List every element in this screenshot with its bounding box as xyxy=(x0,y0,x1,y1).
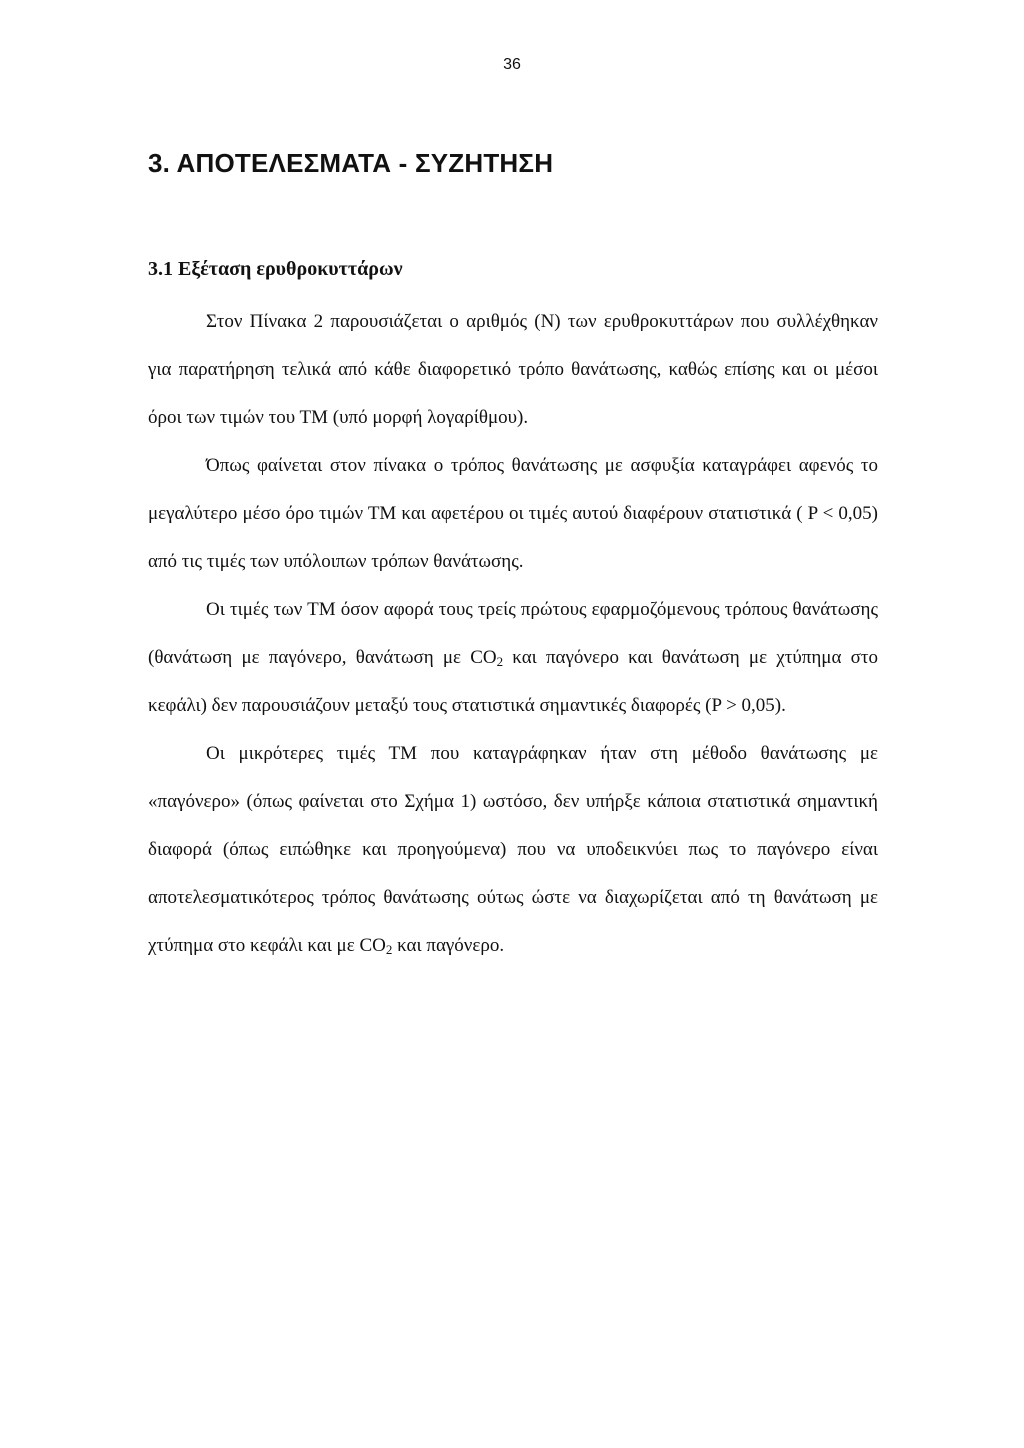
subscript-2: 2 xyxy=(496,654,504,669)
chapter-title: 3. ΑΠΟΤΕΛΕΣΜΑΤΑ - ΣΥΖΗΤΗΣΗ xyxy=(148,148,554,178)
paragraph-1: Στον Πίνακα 2 παρουσιάζεται ο αριθμός (N) των ερυθροκυττάρων που συλλέχθηκαν για παρατήρηση τελικά από κάθε διαφορετικό τρόπο θανάτωσης, καθώς επίσης και οι μέσοι όροι των τιμών του ΤΜ (υπό μορφή λογαρίθμου). xyxy=(148,311,878,428)
subscript-2: 2 xyxy=(385,942,393,957)
paragraph-3 xyxy=(148,586,878,730)
paragraph-3-text-a: Οι τιμές των ΤΜ όσον αφορά τους τρείς πρώτους εφαρμοζόμενους τρόπους θανάτωσης (θανάτωση με παγόνερο, θανάτωση με CO xyxy=(148,599,878,668)
paragraph-4-text-a: Οι μικρότερες τιμές ΤΜ που καταγράφηκαν ήταν στη μέθοδο θανάτωσης με «παγόνερο» (όπως φαίνεται στο Σχήμα 1) ωστόσο, δεν υπήρξε κάποια στατιστικά σημαντική διαφορά (όπως ειπώθηκε και προηγούμενα) που να υποδεικνύει πως το παγόνερο είναι αποτελεσματικότερος τρόπος θανάτωσης ούτως ώστε να διαχωρίζεται από τη θανάτωση με χτύπημα στο κεφάλι και με CO xyxy=(148,743,878,956)
document-body xyxy=(148,298,878,970)
paragraph-4-text-b: και παγόνερο. xyxy=(392,935,505,956)
paragraph-4 xyxy=(148,730,878,970)
section-title: 3.1 Εξέταση ερυθροκυττάρων xyxy=(148,258,403,280)
paragraph-2: Όπως φαίνεται στον πίνακα ο τρόπος θανάτωσης με ασφυξία καταγράφει αφενός το μεγαλύτερο μέσο όρο τιμών ΤΜ και αφετέρου οι τιμές αυτού διαφέρουν στατιστικά ( P < 0,05) από τις τιμές των υπόλοιπων τρόπων θανάτωσης. xyxy=(148,455,878,572)
paragraph-3-text-b: και παγόνερο και θανάτωση με χτύπημα στο κεφάλι) δεν παρουσιάζουν μεταξύ τους στατιστικά σημαντικές διαφορές (P > 0,05). xyxy=(148,647,878,716)
page-number: 36 xyxy=(503,56,521,73)
